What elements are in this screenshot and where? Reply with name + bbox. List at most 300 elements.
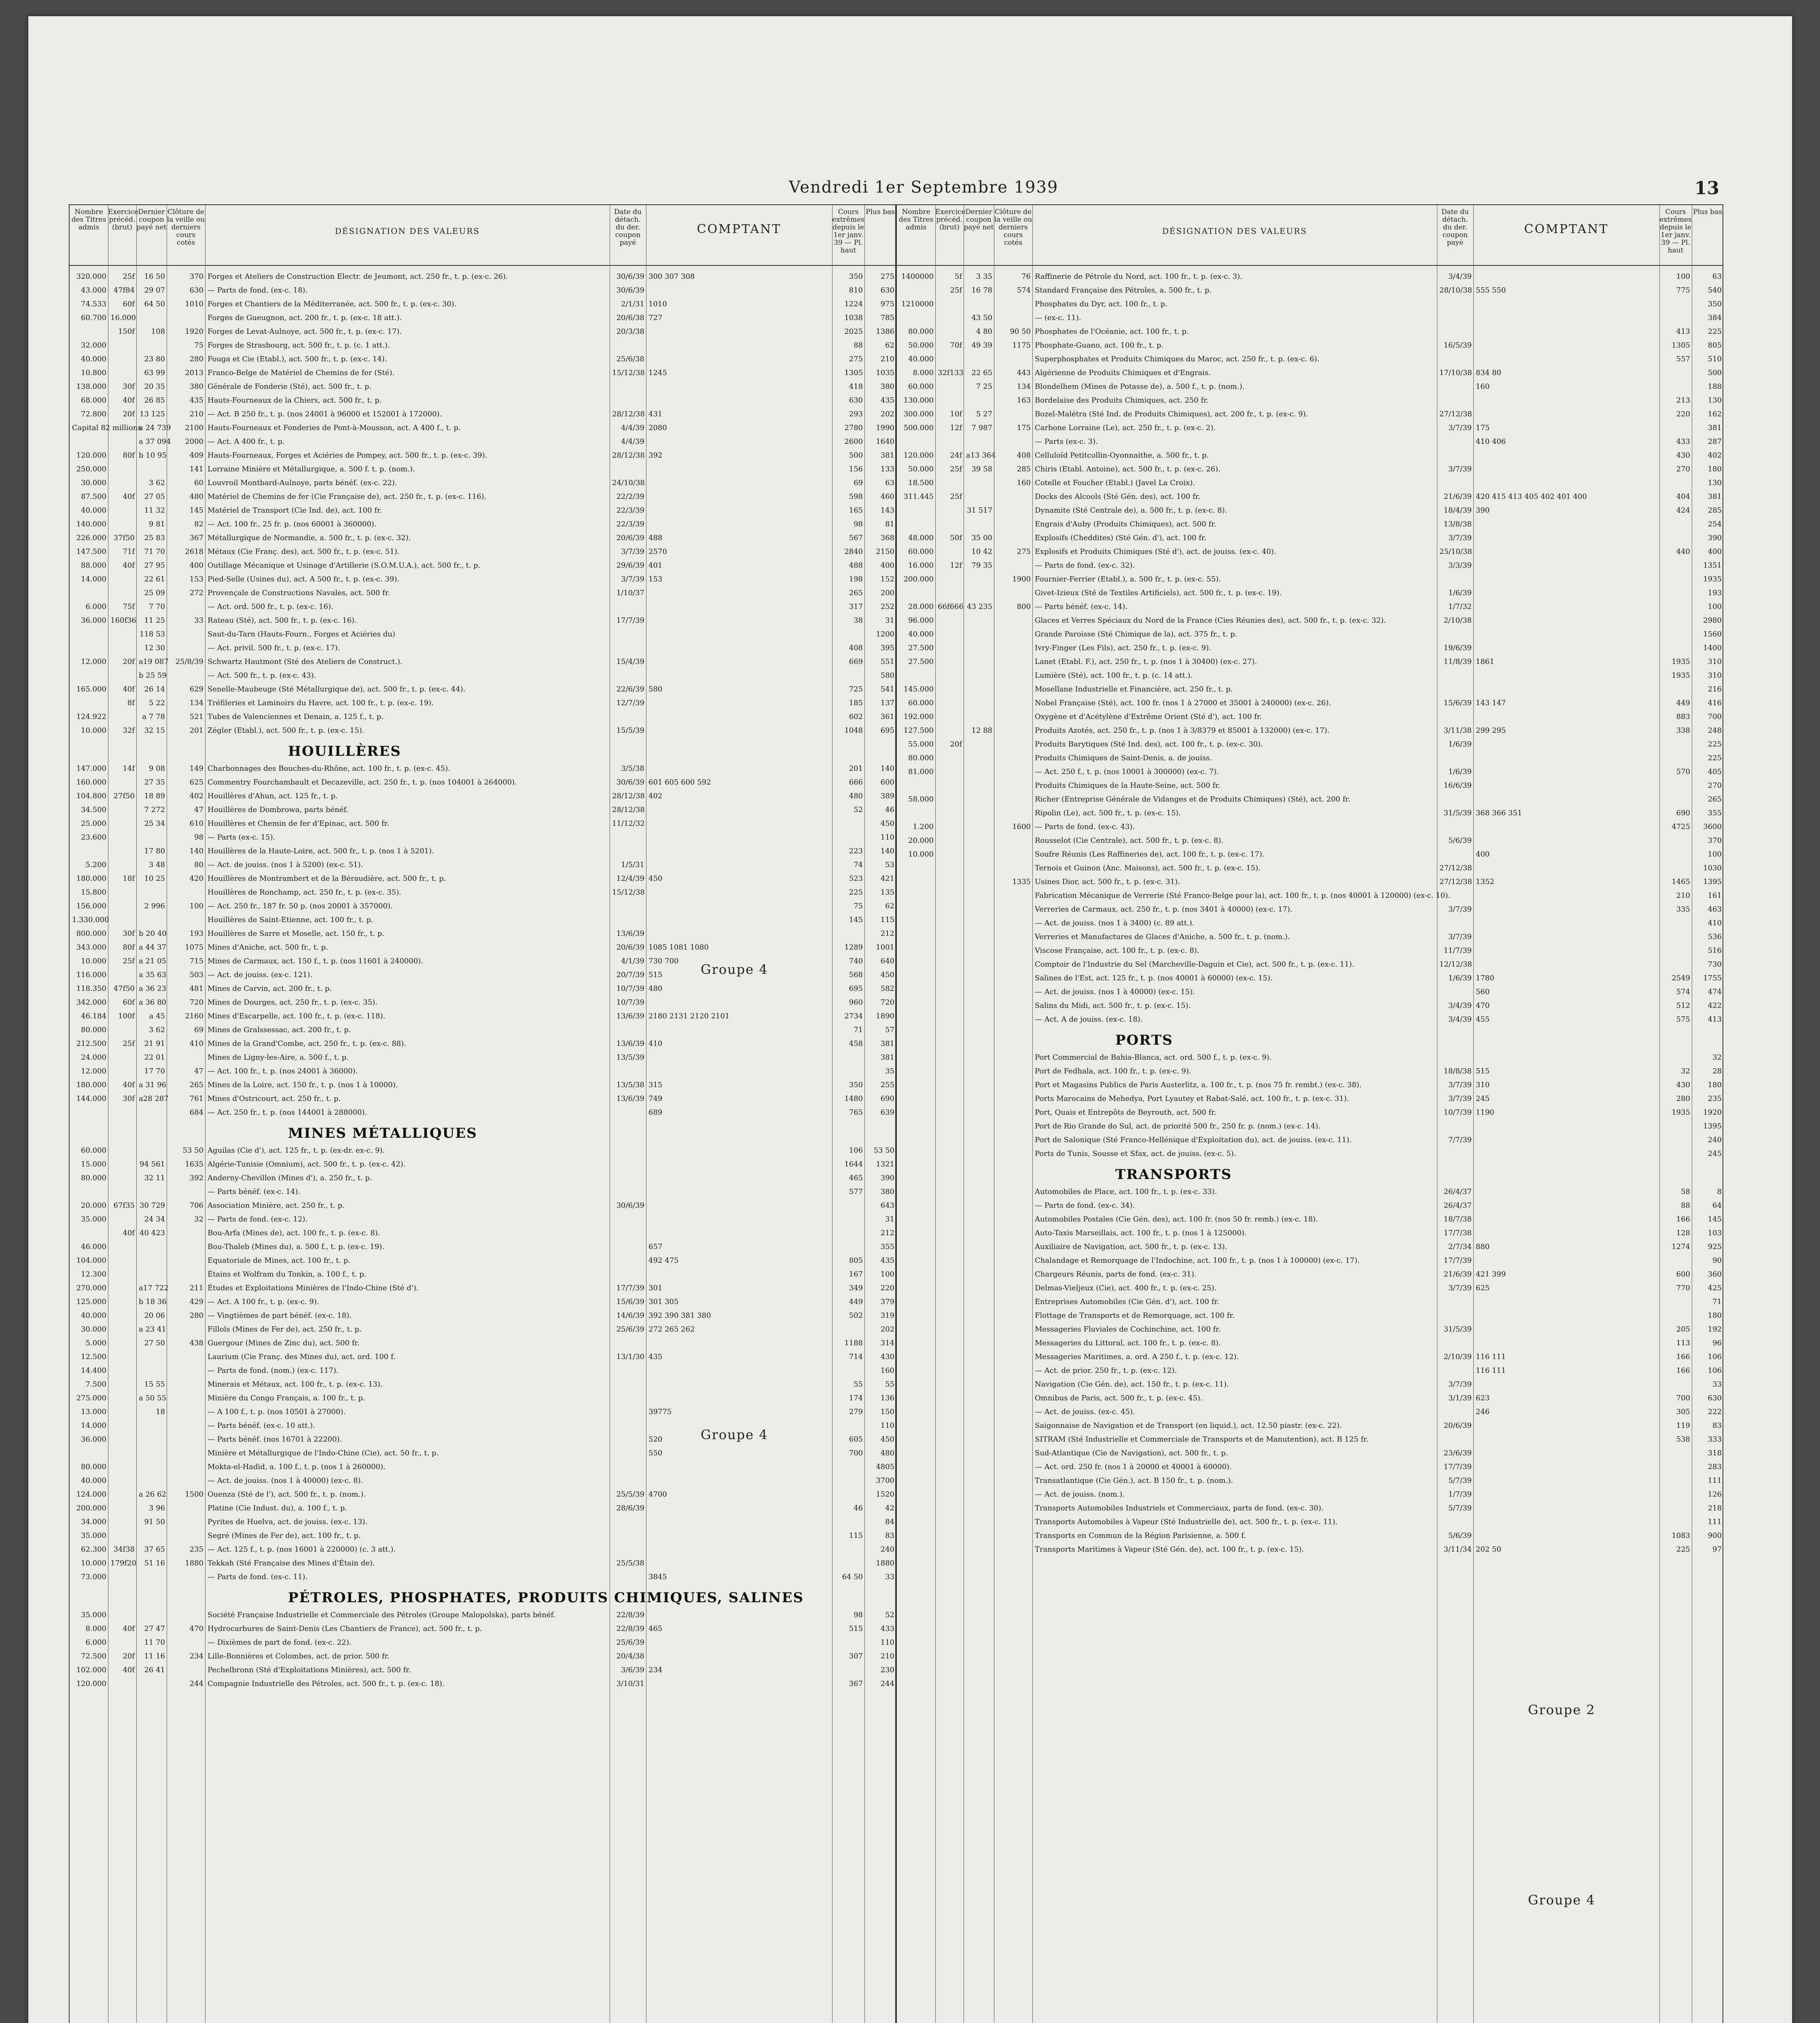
cell-pl-haut: 1480 xyxy=(844,1094,863,1103)
cell-nombre: 1.200 xyxy=(913,823,934,831)
cell-plus-bas: 96 xyxy=(1712,1339,1722,1347)
cell-nombre: 40.000 xyxy=(908,630,934,638)
cell-pl-haut: 166 xyxy=(1676,1353,1690,1361)
cell-designation: Forges et Chantiers de la Méditerranée, act. 500 fr., t. p. (ex-c. 30). xyxy=(208,300,457,308)
table-row xyxy=(897,683,1723,696)
table-row xyxy=(70,1636,895,1650)
column-header-plus-bas: Plus bas xyxy=(1692,205,1723,266)
cell-plus-bas: 63 xyxy=(1712,272,1722,281)
cell-exercice: 12f xyxy=(950,561,962,570)
cell-plus-bas: 192 xyxy=(1708,1325,1722,1334)
cell-plus-bas: 137 xyxy=(880,699,894,707)
cell-pl-haut: 577 xyxy=(849,1188,863,1196)
cell-nombre: 28.000 xyxy=(908,602,934,611)
cell-comptant: 1085 1081 1080 xyxy=(648,943,709,952)
cell-plus-bas: 381 xyxy=(880,1053,894,1062)
cell-plus-bas: 265 xyxy=(1708,795,1722,804)
cell-nombre: 130.000 xyxy=(903,396,934,405)
cell-nombre: 35.000 xyxy=(81,1531,106,1540)
cell-date-detach: 15/12/38 xyxy=(612,888,645,897)
cell-date-detach: 26/4/37 xyxy=(1443,1201,1472,1210)
cell-comptant: 400 xyxy=(1476,850,1490,859)
cell-date-detach: 27/12/38 xyxy=(1439,878,1472,886)
cell-date-detach: 2/1/31 xyxy=(621,300,644,308)
cell-nombre: 800.000 xyxy=(76,929,106,938)
cell-cloture: 145 xyxy=(189,506,203,515)
cell-dernier-coupon: 12 88 xyxy=(971,726,992,735)
cell-nombre: 80.000 xyxy=(81,1174,106,1182)
cell-plus-bas: 510 xyxy=(1708,355,1722,363)
table-row xyxy=(897,545,1723,559)
column-header-dernier-coupon: Dernier coupon payé net xyxy=(136,205,167,266)
table-row xyxy=(897,916,1723,930)
cell-nombre: 48.000 xyxy=(908,534,934,542)
cell-plus-bas: 100 xyxy=(1708,850,1722,859)
table-row xyxy=(897,1543,1723,1556)
cell-designation: Segré (Mines de Fer de), act. 100 fr., t. p. xyxy=(208,1531,361,1540)
table-row xyxy=(897,930,1723,944)
cell-pl-haut: 145 xyxy=(849,916,863,924)
table-row xyxy=(897,504,1723,517)
cell-designation: — Parts bénéf. (nos 16701 à 22200). xyxy=(208,1435,342,1444)
cell-date-detach: 3/7/39 xyxy=(621,547,644,556)
cell-designation: Compagnie Industrielle des Pétroles, act. 500 fr., t. p. (ex-c. 18). xyxy=(208,1679,445,1688)
cell-dernier-coupon: 32 15 xyxy=(144,726,165,735)
cell-date-detach: 10/7/39 xyxy=(1443,1108,1472,1117)
cell-dernier-coupon: a13 364 xyxy=(966,451,996,460)
cell-dernier-coupon: 64 50 xyxy=(144,300,165,308)
cell-comptant: 492 475 xyxy=(648,1256,679,1265)
cell-dernier-coupon: 3 62 xyxy=(148,479,165,487)
cell-dernier-coupon: 11 32 xyxy=(144,506,165,515)
cell-date-detach: 28/10/38 xyxy=(1439,286,1472,295)
table-row xyxy=(70,913,895,927)
cell-nombre: 20.000 xyxy=(81,1201,106,1210)
cell-designation: Lorraine Minière et Métallurgique, a. 500 f. t. p. (nom.). xyxy=(208,465,415,473)
cell-plus-bas: 474 xyxy=(1708,988,1722,996)
cell-designation: — Parts de fond. (ex-c. 32). xyxy=(1035,561,1135,570)
table-row xyxy=(897,614,1723,628)
cell-nombre: 14.000 xyxy=(81,1421,106,1430)
cell-comptant: 410 406 xyxy=(1476,437,1506,446)
cell-plus-bas: 180 xyxy=(1708,1081,1722,1089)
cell-date-detach: 3/7/39 xyxy=(621,575,644,583)
cell-date-detach: 13/6/39 xyxy=(616,1012,644,1020)
cell-plus-bas: 53 xyxy=(885,861,894,869)
cell-designation: Minière et Métallurgique de l'Indo-Chine (Cie), act. 50 fr., t. p. xyxy=(208,1449,439,1457)
cell-plus-bas: 805 xyxy=(1708,341,1722,350)
cell-pl-haut: 666 xyxy=(849,778,863,787)
cell-date-detach: 1/7/32 xyxy=(1448,602,1472,611)
cell-pl-haut: 166 xyxy=(1676,1366,1690,1375)
table-row xyxy=(70,683,895,696)
cell-cloture: 272 xyxy=(189,589,203,597)
cell-date-detach: 3/3/39 xyxy=(1448,561,1472,570)
cell-nombre: 80.000 xyxy=(81,1026,106,1034)
page-number: 13 xyxy=(1694,178,1719,199)
cell-comptant: 315 xyxy=(648,1081,663,1089)
cell-dernier-coupon: 7 987 xyxy=(971,424,992,432)
cell-plus-bas: 310 xyxy=(1708,657,1722,666)
cell-comptant: 435 xyxy=(648,1353,663,1361)
cell-date-detach: 3/7/39 xyxy=(1448,1380,1472,1389)
cell-designation: Bou-Thaleb (Mines du), a. 500 f., t. p. (ex-c. 19). xyxy=(208,1243,384,1251)
cell-comptant: 143 147 xyxy=(1476,699,1506,707)
cell-designation: — Act. de jouiss. (nos 1 à 40000) (ex-c. 15). xyxy=(1035,988,1195,996)
cell-designation: — Act. A 100 fr., t. p. (ex-c. 9). xyxy=(208,1298,319,1306)
cell-nombre: 120.000 xyxy=(903,451,934,460)
cell-nombre: 12.000 xyxy=(81,1067,106,1075)
column-header-dernier-coupon: Dernier coupon payé net xyxy=(964,205,994,266)
cell-plus-bas: 360 xyxy=(1708,1270,1722,1279)
cell-designation: Mokta-el-Hadid, a. 100 f., t. p. (nos 1 à 260000). xyxy=(208,1463,386,1471)
cell-date-detach: 11/7/39 xyxy=(1443,946,1472,955)
cell-dernier-coupon: b 10 95 xyxy=(139,451,167,460)
table-row xyxy=(70,1570,895,1584)
table-row xyxy=(897,806,1723,820)
cell-nombre: 20.000 xyxy=(908,836,934,845)
cell-nombre: 140.000 xyxy=(76,520,106,528)
cell-plus-bas: 1200 xyxy=(876,630,894,638)
cell-plus-bas: 416 xyxy=(1708,699,1722,707)
cell-designation: Mines de Dourges, act. 250 fr., t. p. (ex-c. 35). xyxy=(208,998,378,1007)
cell-date-detach: 1/10/37 xyxy=(616,589,644,597)
cell-nombre: 147.000 xyxy=(76,764,106,773)
cell-nombre: 27.500 xyxy=(908,657,934,666)
cell-plus-bas: 333 xyxy=(1708,1435,1722,1444)
table-row xyxy=(70,490,895,504)
table-row xyxy=(70,1254,895,1268)
cell-pl-haut: 605 xyxy=(849,1435,863,1444)
cell-date-detach: 3/6/39 xyxy=(621,1666,644,1674)
cell-plus-bas: 110 xyxy=(880,1638,894,1647)
section-heading xyxy=(897,1026,1723,1051)
cell-plus-bas: 248 xyxy=(1708,726,1722,735)
cell-dernier-coupon: 7 272 xyxy=(144,806,165,814)
table-row xyxy=(897,297,1723,311)
table-row xyxy=(70,1622,895,1636)
cell-plus-bas: 225 xyxy=(1708,740,1722,749)
table-row xyxy=(70,1268,895,1281)
cell-cloture: 280 xyxy=(189,1311,203,1320)
cell-plus-bas: 53 50 xyxy=(873,1146,894,1155)
cell-nombre: 87.500 xyxy=(81,492,106,501)
cell-nombre: 16.000 xyxy=(908,561,934,570)
cell-exercice: 40f xyxy=(123,1081,135,1089)
cell-pl-haut: 265 xyxy=(849,589,863,597)
cell-plus-bas: 135 xyxy=(880,888,894,897)
cell-cloture: 1175 xyxy=(1012,341,1031,350)
cell-nombre: 180.000 xyxy=(76,874,106,883)
cell-exercice: 60f xyxy=(123,998,135,1007)
cell-nombre: 1210000 xyxy=(901,300,934,308)
cell-dernier-coupon: 24 34 xyxy=(144,1215,165,1224)
table-row xyxy=(70,1446,895,1460)
cell-dernier-coupon: 17 80 xyxy=(144,847,165,855)
cell-dernier-coupon: 25 34 xyxy=(144,819,165,828)
cell-cloture: 235 xyxy=(189,1545,203,1554)
cell-designation: Produits Chimiques de Saint-Denis, a. de jouiss. xyxy=(1035,754,1212,762)
cell-date-detach: 13/1/30 xyxy=(616,1353,644,1361)
cell-date-detach: 24/10/38 xyxy=(612,479,645,487)
table-row xyxy=(70,614,895,628)
cell-designation: — Act. ord. 250 fr. (nos 1 à 20000 et 40001 à 60000). xyxy=(1035,1463,1232,1471)
cell-date-detach: 1/6/39 xyxy=(1448,974,1472,982)
cell-dernier-coupon: a 21 05 xyxy=(139,957,166,965)
cell-designation: Lanet (Etabl. F.), act. 250 fr., t. p. (nos 1 à 30400) (ex-c. 27). xyxy=(1035,657,1257,666)
cell-plus-bas: 52 xyxy=(885,1611,894,1619)
table-row xyxy=(70,421,895,435)
table-row xyxy=(70,724,895,738)
cell-designation: Houillères de Sarre et Moselle, act. 150 fr., t. p. xyxy=(208,929,385,938)
table-row xyxy=(897,462,1723,476)
cell-nombre: 23.600 xyxy=(81,833,106,842)
cell-designation: Métallurgique de Normandie, a. 500 fr., t. p. (ex-c. 32). xyxy=(208,534,411,542)
cell-dernier-coupon: 31 517 xyxy=(967,506,992,515)
cell-designation: Saut-du-Tarn (Hauts-Fourn., Forges et Aciéries du) xyxy=(208,630,395,638)
cell-plus-bas: 220 xyxy=(880,1284,894,1292)
cell-plus-bas: 152 xyxy=(880,575,894,583)
cell-exercice: 16.000 xyxy=(110,314,136,322)
cell-plus-bas: 33 xyxy=(1712,1380,1722,1389)
cell-exercice: 60f xyxy=(123,300,135,308)
table-row xyxy=(897,1405,1723,1419)
cell-pl-haut: 1305 xyxy=(1672,341,1690,350)
cell-cloture: 234 xyxy=(189,1652,203,1660)
cell-plus-bas: 62 xyxy=(885,902,894,910)
cell-comptant: 2180 2131 2120 2101 xyxy=(648,1012,730,1020)
cell-exercice: 30f xyxy=(123,1094,135,1103)
table-row xyxy=(70,1295,895,1309)
cell-plus-bas: 222 xyxy=(1708,1408,1722,1416)
cell-designation: Bou-Arfa (Mines de), act. 100 fr., t. p. (ex-c. 8). xyxy=(208,1229,380,1237)
table-row xyxy=(70,628,895,641)
cell-cloture: 761 xyxy=(189,1094,203,1103)
cell-pl-haut: 714 xyxy=(849,1353,863,1361)
cell-dernier-coupon: 21 91 xyxy=(144,1039,165,1048)
cell-designation: Engrais d'Auby (Produits Chimiques), act. 500 fr. xyxy=(1035,520,1216,528)
table-row xyxy=(897,1309,1723,1323)
cell-plus-bas: 225 xyxy=(1708,327,1722,336)
cell-plus-bas: 402 xyxy=(1708,451,1722,460)
cell-comptant: 420 415 413 405 402 401 400 xyxy=(1476,492,1587,501)
cell-dernier-coupon: 30 729 xyxy=(140,1201,165,1210)
cell-cloture: 2100 xyxy=(185,424,203,432)
section-title: TRANSPORTS xyxy=(1115,1166,1232,1183)
cell-nombre: 68.000 xyxy=(81,396,106,405)
cell-designation: — Act. A de jouiss. (ex-c. 18). xyxy=(1035,1015,1143,1024)
cell-plus-bas: 180 xyxy=(1708,1311,1722,1320)
cell-designation: Produits Chimiques de la Haute-Seine, act. 500 fr. xyxy=(1035,781,1220,790)
cell-cloture: 470 xyxy=(189,1624,203,1633)
cell-exercice: 150f xyxy=(118,327,135,336)
cell-nombre: 320.000 xyxy=(76,272,106,281)
cell-date-detach: 25/6/39 xyxy=(616,1325,644,1334)
cell-dernier-coupon: b 20 40 xyxy=(139,929,167,938)
cell-cloture: 521 xyxy=(189,713,203,721)
cell-comptant: 116 111 xyxy=(1476,1353,1506,1361)
table-row xyxy=(70,1051,895,1065)
column-header-cloture: Clôture de la veille ou derniers cours cotés xyxy=(994,205,1032,266)
cell-cloture: 134 xyxy=(189,699,203,707)
cell-date-detach: 25/6/39 xyxy=(616,1638,644,1647)
cell-designation: Métaux (Cie Franç. des), act. 500 fr., t. p. (ex-c. 51). xyxy=(208,547,400,556)
table-row xyxy=(897,449,1723,462)
table-row xyxy=(70,899,895,913)
cell-plus-bas: 2150 xyxy=(876,547,894,556)
cell-comptant: 455 xyxy=(1476,1015,1490,1024)
cell-designation: Houillères de Montrambert et de la Béraudière, act. 500 fr., t. p. xyxy=(208,874,446,883)
cell-designation: — Parts de fond. (ex-c. 12). xyxy=(208,1215,308,1224)
cell-plus-bas: 395 xyxy=(880,644,894,652)
cell-designation: Aguilas (Cie d'), act. 125 fr., t. p. (ex-dr. ex-c. 9). xyxy=(208,1146,385,1155)
cell-date-detach: 18/7/38 xyxy=(1443,1215,1472,1224)
cell-pl-haut: 1188 xyxy=(844,1339,863,1347)
cell-plus-bas: 390 xyxy=(880,1174,894,1182)
table-row xyxy=(897,1350,1723,1364)
cell-date-detach: 25/5/39 xyxy=(616,1490,644,1499)
cell-comptant: 392 xyxy=(648,451,663,460)
cell-comptant: 402 xyxy=(648,792,663,800)
cell-designation: — Parts de fond. (ex-c. 18). xyxy=(208,286,308,295)
table-row xyxy=(70,803,895,817)
cell-date-detach: 13/6/39 xyxy=(616,929,644,938)
table-row xyxy=(70,762,895,776)
cell-exercice: 32f133 xyxy=(938,369,964,377)
cell-date-detach: 3/7/39 xyxy=(1448,933,1472,941)
cell-dernier-coupon: 27 95 xyxy=(144,561,165,570)
cell-pl-haut: 205 xyxy=(1676,1325,1690,1334)
cell-date-detach: 2/7/34 xyxy=(1448,1243,1472,1251)
cell-nombre: 138.000 xyxy=(76,382,106,391)
cell-cloture: 98 xyxy=(194,833,203,842)
table-row xyxy=(897,366,1723,380)
cell-nombre: 343.000 xyxy=(76,943,106,952)
cell-date-detach: 5/7/39 xyxy=(1448,1504,1472,1512)
cell-exercice: 80f xyxy=(123,451,135,460)
cell-plus-bas: 1395 xyxy=(1703,1122,1722,1130)
cell-date-detach: 14/6/39 xyxy=(616,1311,644,1320)
cell-designation: Dynamite (Sté Centrale de), a. 500 fr., t. p. (ex-c. 8). xyxy=(1035,506,1227,515)
cell-pl-haut: 100 xyxy=(1676,272,1690,281)
cell-nombre: 10.800 xyxy=(81,369,106,377)
table-row xyxy=(897,421,1723,435)
cell-dernier-coupon: 23 80 xyxy=(144,355,165,363)
cell-plus-bas: 110 xyxy=(880,833,894,842)
table-row xyxy=(897,407,1723,421)
cell-date-detach: 17/7/39 xyxy=(616,616,644,625)
cell-plus-bas: 245 xyxy=(1708,1149,1722,1158)
cell-dernier-coupon: 118 53 xyxy=(140,630,165,638)
cell-plus-bas: 240 xyxy=(1708,1136,1722,1144)
table-row xyxy=(70,270,895,284)
cell-plus-bas: 975 xyxy=(880,300,894,308)
cell-comptant: 520 xyxy=(648,1435,663,1444)
cell-nombre: 165.000 xyxy=(76,685,106,693)
cell-pl-haut: 119 xyxy=(1676,1421,1690,1430)
cell-date-detach: 22/8/39 xyxy=(616,1624,644,1633)
cell-exercice: 40f xyxy=(123,1229,135,1237)
table-row xyxy=(897,573,1723,586)
cell-comptant: 470 xyxy=(1476,1001,1490,1010)
cell-designation: — Parts bénéf. (ex-c. 14). xyxy=(208,1188,301,1196)
table-row xyxy=(70,941,895,954)
cell-dernier-coupon: 39 58 xyxy=(971,465,992,473)
cell-designation: — Vingtièmes de part bénéf. (ex-c. 18). xyxy=(208,1311,352,1320)
cell-designation: — Act. privil. 500 fr., t. p. (ex-c. 17). xyxy=(208,644,340,652)
cell-comptant: 488 xyxy=(648,534,663,542)
cell-exercice: 14f xyxy=(123,764,135,773)
section-title: HOUILLÈRES xyxy=(288,743,401,759)
cell-cloture: 1075 xyxy=(185,943,203,952)
cell-plus-bas: 425 xyxy=(1708,1284,1722,1292)
cell-pl-haut: 74 xyxy=(854,861,863,869)
cell-nombre: 14.000 xyxy=(81,575,106,583)
cell-pl-haut: 449 xyxy=(1676,699,1690,707)
cell-cloture: 438 xyxy=(189,1339,203,1347)
cell-plus-bas: 580 xyxy=(880,671,894,680)
cell-date-detach: 5/6/39 xyxy=(1448,1531,1472,1540)
table-row xyxy=(70,476,895,490)
cell-designation: Entreprises Automobiles (Cie Gén. d'), act. 100 fr. xyxy=(1035,1298,1219,1306)
cell-pl-haut: 307 xyxy=(849,1652,863,1660)
cell-pl-haut: 38 xyxy=(854,616,863,625)
cell-exercice: 66f666 xyxy=(938,602,964,611)
cell-plus-bas: 2980 xyxy=(1703,616,1722,625)
cell-plus-bas: 103 xyxy=(1708,1229,1722,1237)
table-row xyxy=(70,996,895,1009)
cell-cloture: 265 xyxy=(189,1081,203,1089)
cell-nombre: 40.000 xyxy=(81,355,106,363)
cell-pl-haut: 75 xyxy=(854,902,863,910)
cell-designation: Produits Barytiques (Sté Ind. des), act. 100 fr., t. p. (ex-c. 30). xyxy=(1035,740,1263,749)
cell-pl-haut: 538 xyxy=(1676,1435,1690,1444)
table-row xyxy=(70,1501,895,1515)
cell-plus-bas: 35 xyxy=(885,1067,894,1075)
cell-cloture: 69 xyxy=(194,1026,203,1034)
cell-pl-haut: 4725 xyxy=(1672,823,1690,831)
cell-nombre: 55.000 xyxy=(908,740,934,749)
cell-pl-haut: 574 xyxy=(1676,988,1690,996)
cell-dernier-coupon: 63 99 xyxy=(144,369,165,377)
cell-pl-haut: 630 xyxy=(849,396,863,405)
cell-cloture: 32 xyxy=(194,1215,203,1224)
table-row xyxy=(897,1529,1723,1543)
cell-plus-bas: 370 xyxy=(1708,836,1722,845)
cell-nombre: 46.000 xyxy=(81,1243,106,1251)
cell-designation: Glaces et Verres Spéciaux du Nord de la France (Cies Réunies des), act. 500 fr., t. p. (ex-c. 32). xyxy=(1035,616,1386,625)
cell-nombre: 104.800 xyxy=(76,792,106,800)
cell-comptant: 1190 xyxy=(1476,1108,1494,1117)
cell-designation: Nobel Française (Sté), act. 100 fr. (nos 1 à 27000 et 35001 à 240000) (ex-c. 26). xyxy=(1035,699,1331,707)
cell-comptant: 623 xyxy=(1476,1394,1490,1402)
cell-plus-bas: 218 xyxy=(1708,1504,1722,1512)
cell-cloture: 367 xyxy=(189,534,203,542)
table-row xyxy=(70,1488,895,1501)
cell-designation: Givet-Izieux (Sté de Textiles Artificiels), act. 500 fr., t. p. (ex-c. 19). xyxy=(1035,589,1282,597)
cell-plus-bas: 639 xyxy=(880,1108,894,1117)
cell-exercice: 8f xyxy=(127,699,135,707)
cell-plus-bas: 1001 xyxy=(876,943,894,952)
cell-date-detach: 21/6/39 xyxy=(1443,492,1472,501)
cell-pl-haut: 488 xyxy=(849,561,863,570)
cell-date-detach: 3/7/39 xyxy=(1448,905,1472,914)
table-row xyxy=(897,1419,1723,1433)
cell-pl-haut: 317 xyxy=(849,602,863,611)
table-row xyxy=(897,1488,1723,1501)
cell-designation: Forges et Ateliers de Construction Electr. de Jeumont, act. 250 fr., t. p. (ex-c. 26). xyxy=(208,272,508,281)
cell-nombre: 27.500 xyxy=(908,644,934,652)
